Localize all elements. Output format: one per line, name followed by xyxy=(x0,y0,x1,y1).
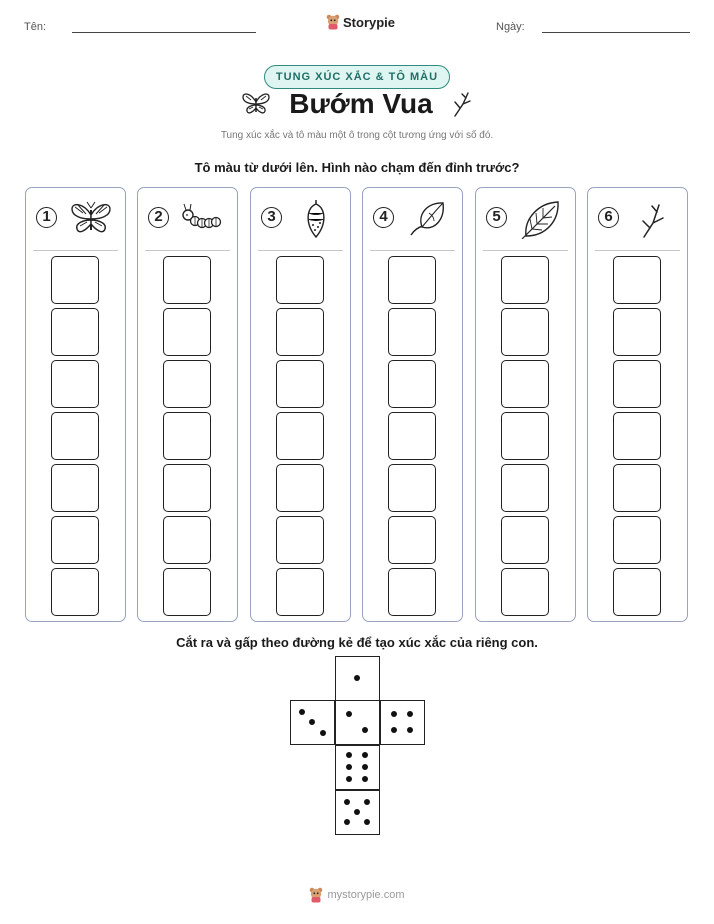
column-number: 4 xyxy=(373,207,394,228)
column-number: 5 xyxy=(486,207,507,228)
color-box[interactable] xyxy=(163,464,211,512)
color-box[interactable] xyxy=(613,464,661,512)
bear-icon xyxy=(326,14,340,30)
page-subtitle: Tung xúc xắc và tô màu một ô trong cột tương ứng với số đó. xyxy=(220,130,494,141)
name-label: Tên: xyxy=(24,21,47,33)
chrysalis-icon xyxy=(293,199,339,239)
color-box[interactable] xyxy=(163,360,211,408)
butterfly-icon xyxy=(68,199,114,239)
column-divider xyxy=(33,250,118,251)
column-5 xyxy=(475,187,576,622)
butterfly-icon xyxy=(241,91,271,117)
column-divider xyxy=(145,250,230,251)
pip xyxy=(309,719,315,725)
footer xyxy=(309,887,404,903)
dice-instruction: Cắt ra và gấp theo đường kẻ để tạo xúc xắc của riêng con. xyxy=(176,635,538,650)
die-face-4 xyxy=(380,700,425,745)
color-box[interactable] xyxy=(276,568,324,616)
color-box[interactable] xyxy=(613,256,661,304)
color-box[interactable] xyxy=(276,412,324,460)
color-box[interactable] xyxy=(501,568,549,616)
color-box[interactable] xyxy=(163,256,211,304)
pip xyxy=(299,709,305,715)
column-3 xyxy=(250,187,351,622)
seed-pod-icon xyxy=(405,199,451,239)
pip xyxy=(362,752,368,758)
pip xyxy=(391,727,397,733)
activity-badge: TUNG XÚC XẮC & TÔ MÀU xyxy=(264,65,450,89)
color-box[interactable] xyxy=(388,516,436,564)
die-face-2 xyxy=(335,700,380,745)
color-box[interactable] xyxy=(276,256,324,304)
pip xyxy=(346,776,352,782)
die-face-5 xyxy=(335,790,380,835)
pip xyxy=(354,809,360,815)
color-box[interactable] xyxy=(276,308,324,356)
caterpillar-icon xyxy=(180,199,226,239)
color-box[interactable] xyxy=(501,412,549,460)
color-box[interactable] xyxy=(276,464,324,512)
twig-icon xyxy=(451,90,473,118)
bear-icon xyxy=(309,887,323,903)
color-box[interactable] xyxy=(501,360,549,408)
color-box[interactable] xyxy=(388,360,436,408)
game-instruction: Tô màu từ dưới lên. Hình nào chạm đến đỉnh trước? xyxy=(194,160,520,175)
footer-url[interactable]: mystorypie.com xyxy=(327,889,405,901)
pip xyxy=(344,819,350,825)
name-line[interactable] xyxy=(72,32,256,33)
pip xyxy=(407,711,413,717)
color-box[interactable] xyxy=(501,256,549,304)
column-number: 2 xyxy=(148,207,169,228)
color-box[interactable] xyxy=(613,308,661,356)
pip xyxy=(346,764,352,770)
brand-name: Storypie xyxy=(343,14,396,30)
color-box[interactable] xyxy=(388,568,436,616)
color-box[interactable] xyxy=(613,568,661,616)
date-label: Ngày: xyxy=(496,21,525,33)
color-box[interactable] xyxy=(163,568,211,616)
pip xyxy=(362,727,368,733)
color-box[interactable] xyxy=(51,256,99,304)
color-box[interactable] xyxy=(388,256,436,304)
column-number: 6 xyxy=(598,207,619,228)
twig-icon xyxy=(630,199,676,239)
column-1 xyxy=(25,187,126,622)
pip xyxy=(362,776,368,782)
color-box[interactable] xyxy=(51,464,99,512)
color-box[interactable] xyxy=(388,412,436,460)
column-number: 1 xyxy=(36,207,57,228)
color-box[interactable] xyxy=(163,308,211,356)
column-divider xyxy=(483,250,568,251)
color-box[interactable] xyxy=(51,516,99,564)
column-2 xyxy=(137,187,238,622)
color-box[interactable] xyxy=(613,412,661,460)
column-divider xyxy=(595,250,680,251)
color-box[interactable] xyxy=(501,464,549,512)
color-box[interactable] xyxy=(501,308,549,356)
color-box[interactable] xyxy=(613,360,661,408)
die-face-3 xyxy=(290,700,335,745)
pip xyxy=(320,730,326,736)
pip xyxy=(391,711,397,717)
color-box[interactable] xyxy=(501,516,549,564)
color-box[interactable] xyxy=(388,308,436,356)
pip xyxy=(362,764,368,770)
pip xyxy=(354,675,360,681)
die-face-6 xyxy=(335,745,380,790)
color-box[interactable] xyxy=(388,464,436,512)
color-box[interactable] xyxy=(51,568,99,616)
pip xyxy=(344,799,350,805)
column-4 xyxy=(362,187,463,622)
column-divider xyxy=(370,250,455,251)
pip xyxy=(407,727,413,733)
column-number: 3 xyxy=(261,207,282,228)
pip xyxy=(346,752,352,758)
color-box[interactable] xyxy=(51,308,99,356)
color-box[interactable] xyxy=(163,516,211,564)
die-face-1 xyxy=(335,656,380,701)
column-divider xyxy=(258,250,343,251)
color-box[interactable] xyxy=(276,516,324,564)
pip xyxy=(346,711,352,717)
pip xyxy=(364,819,370,825)
column-6 xyxy=(587,187,688,622)
color-box[interactable] xyxy=(51,360,99,408)
leaf-icon xyxy=(518,199,564,239)
pip xyxy=(364,799,370,805)
brand-logo xyxy=(326,14,395,30)
color-box[interactable] xyxy=(163,412,211,460)
color-box[interactable] xyxy=(276,360,324,408)
date-line[interactable] xyxy=(542,32,690,33)
color-box[interactable] xyxy=(51,412,99,460)
color-box[interactable] xyxy=(613,516,661,564)
page-title: Bướm Vua xyxy=(289,88,433,119)
